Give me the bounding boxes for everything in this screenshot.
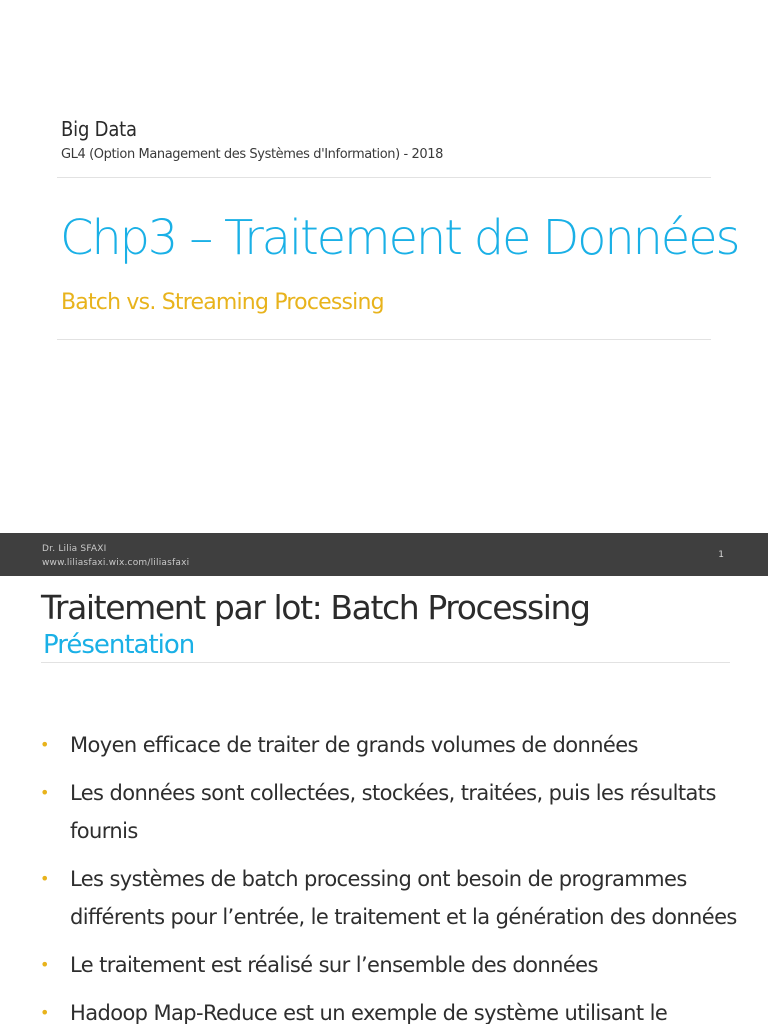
- bullet-text: Hadoop Map-Reduce est un exemple de système utilisant le: [70, 1001, 668, 1024]
- bullet-icon: •: [40, 735, 49, 754]
- course-subtitle: GL4 (Option Management des Systèmes d'Information) - 2018: [61, 147, 444, 162]
- bullet-text: Le traitement est réalisé sur l’ensemble des données: [70, 953, 598, 977]
- chapter-title: Chp3 – Traitement de Données: [60, 210, 739, 266]
- slide-footer: [0, 533, 768, 576]
- bullet-list: [40, 726, 740, 1024]
- bullet-text: Les systèmes de batch processing ont besoin de programmes différents pour l’entrée, le traitement et la génération des données: [70, 867, 737, 929]
- bullet-icon: •: [40, 783, 49, 802]
- content-slide: [0, 576, 768, 1024]
- bullet-item: [40, 994, 740, 1024]
- divider: [57, 339, 711, 340]
- bullet-item: [40, 860, 740, 936]
- footer-author: Dr. Lilia SFAXI: [42, 544, 107, 554]
- bullet-item: [40, 774, 740, 850]
- slide-title: Traitement par lot: Batch Processing: [41, 588, 590, 627]
- bullet-icon: •: [40, 1003, 49, 1022]
- footer-url: www.liliasfaxi.wix.com/liliasfaxi: [42, 558, 190, 568]
- slide-subtitle: Présentation: [43, 630, 195, 660]
- bullet-icon: •: [40, 869, 49, 888]
- divider: [57, 177, 711, 178]
- bullet-icon: •: [40, 955, 49, 974]
- page-number: 1: [718, 550, 724, 560]
- bullet-item: [40, 726, 740, 764]
- course-title: Big Data: [61, 117, 137, 141]
- chapter-subtitle: Batch vs. Streaming Processing: [61, 290, 384, 315]
- divider: [41, 662, 730, 663]
- bullet-text: Les données sont collectées, stockées, traitées, puis les résultats fournis: [70, 781, 716, 843]
- bullet-item: [40, 946, 740, 984]
- bullet-text: Moyen efficace de traiter de grands volumes de données: [70, 733, 638, 757]
